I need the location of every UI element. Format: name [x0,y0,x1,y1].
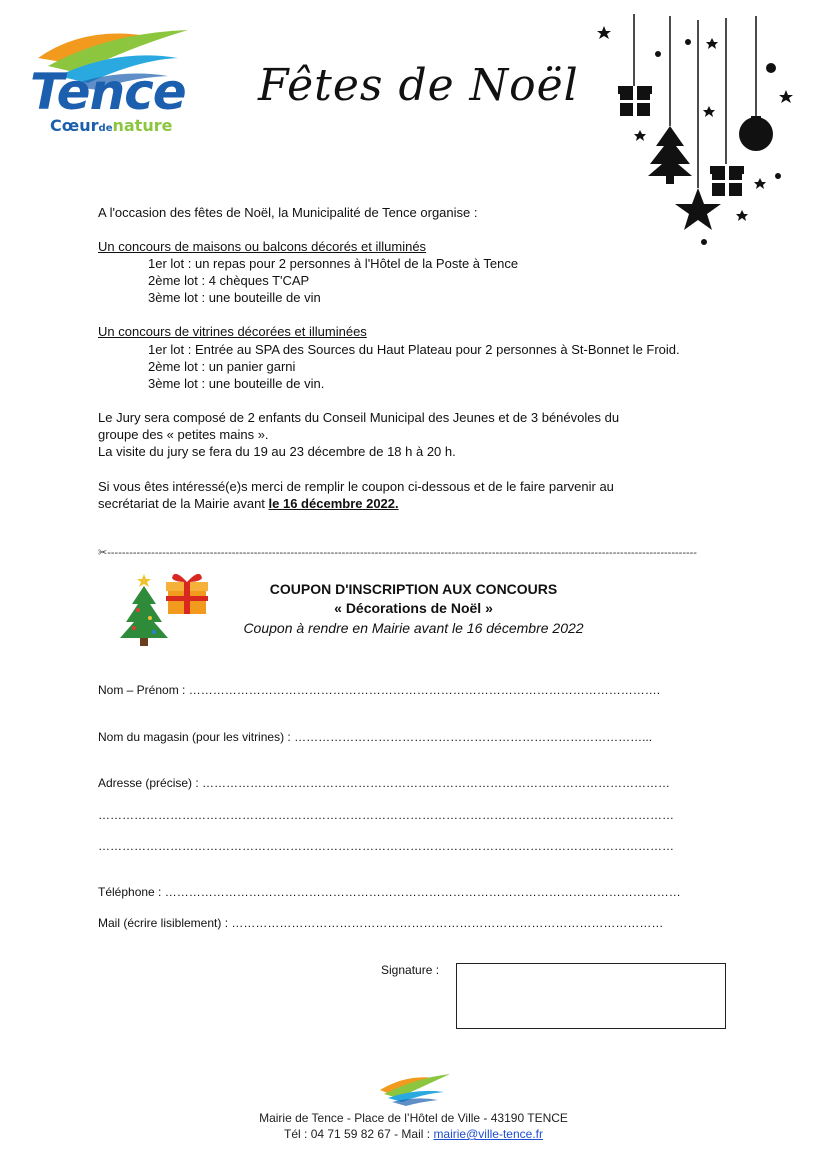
tree-ornament-icon [648,126,692,184]
instructions-line-1: Si vous êtes intéressé(e)s merci de remplir le coupon ci-dessous et de le faire parvenir au [98,479,614,494]
footer-address: Mairie de Tence - Place de l’Hôtel de Ville - 43190 TENCE [259,1111,568,1125]
address-line-3[interactable]: ……………………………………………………………………………………………………………………………… [98,839,674,853]
instructions-line-2 [98,495,399,512]
footer-phone: Tél : 04 71 59 82 67 - Mail : [284,1127,434,1141]
deadline-date: le 16 décembre 2022. [268,496,399,511]
instructions-prefix: secrétariat de la Mairie avant [98,496,269,511]
name-field[interactable]: Nom – Prénom : ………………………………………………………………………………………………………. [98,683,661,697]
ball-ornament-icon [739,116,773,151]
contest1-prize-2: 2ème lot : 4 chèques T'CAP [148,273,310,288]
gift-ornament-icon [618,86,652,116]
logo-tagline: Cœurdenature [50,116,173,135]
footer-contact [0,1127,827,1141]
contest1-prize-3: 3ème lot : une bouteille de vin [148,290,321,305]
cut-line: ✂----------------------------------------------------------------------------------------------------------------------------------------------------------------- [98,547,697,559]
signature-label: Signature : [381,963,440,977]
email-link[interactable]: mairie@ville-tence.fr [433,1127,543,1141]
tence-logo [28,18,198,148]
address-field[interactable]: Adresse (précise) : ……………………………………………………………………………………………………… [98,776,671,790]
contest2-prize-1: 1er lot : Entrée au SPA des Sources du Haut Plateau pour 2 personnes à St-Bonnet le Froid. [148,342,680,357]
jury-line-1: Le Jury sera composé de 2 enfants du Conseil Municipal des Jeunes et de 3 bénévoles du [98,410,620,425]
contest2-heading: Un concours de vitrines décorées et illuminées [98,324,367,339]
contest2-prize-2: 2ème lot : un panier garni [148,359,296,374]
shop-name-field[interactable]: Nom du magasin (pour les vitrines) : ……………………………………………………………………………... [98,730,653,744]
logo-wordmark: Tence [30,63,186,121]
contest2-prize-3: 3ème lot : une bouteille de vin. [148,376,325,391]
contest1-prize-1: 1er lot : un repas pour 2 personnes à l'Hôtel de la Poste à Tence [148,256,519,271]
phone-field[interactable]: Téléphone : ………………………………………………………………………………………………………………… [98,885,681,899]
jury-line-2: groupe des « petites mains ». [98,427,269,442]
intro-text: A l'occasion des fêtes de Noël, la Municipalité de Tence organise : [98,205,478,220]
coupon-subtitle: « Décorations de Noël » [334,600,493,616]
coupon-note: Coupon à rendre en Mairie avant le 16 décembre 2022 [243,620,584,636]
address-line-2[interactable]: ……………………………………………………………………………………………………………………………… [98,808,674,822]
signature-box[interactable] [456,963,726,1029]
contest1-heading: Un concours de maisons ou balcons décorés et illuminés [98,239,427,254]
ornaments-decoration [596,8,806,248]
page-title: Fêtes de Noël [258,60,579,111]
coupon-heading: COUPON D'INSCRIPTION AUX CONCOURS [269,581,558,597]
footer-logo-icon [376,1070,452,1108]
email-field[interactable]: Mail (écrire lisiblement) : ……………………………………………………………………………………………… [98,916,664,930]
gift-ornament-icon-2 [710,166,744,196]
jury-line-3: La visite du jury se fera du 19 au 23 décembre de 18 h à 20 h. [98,444,456,459]
